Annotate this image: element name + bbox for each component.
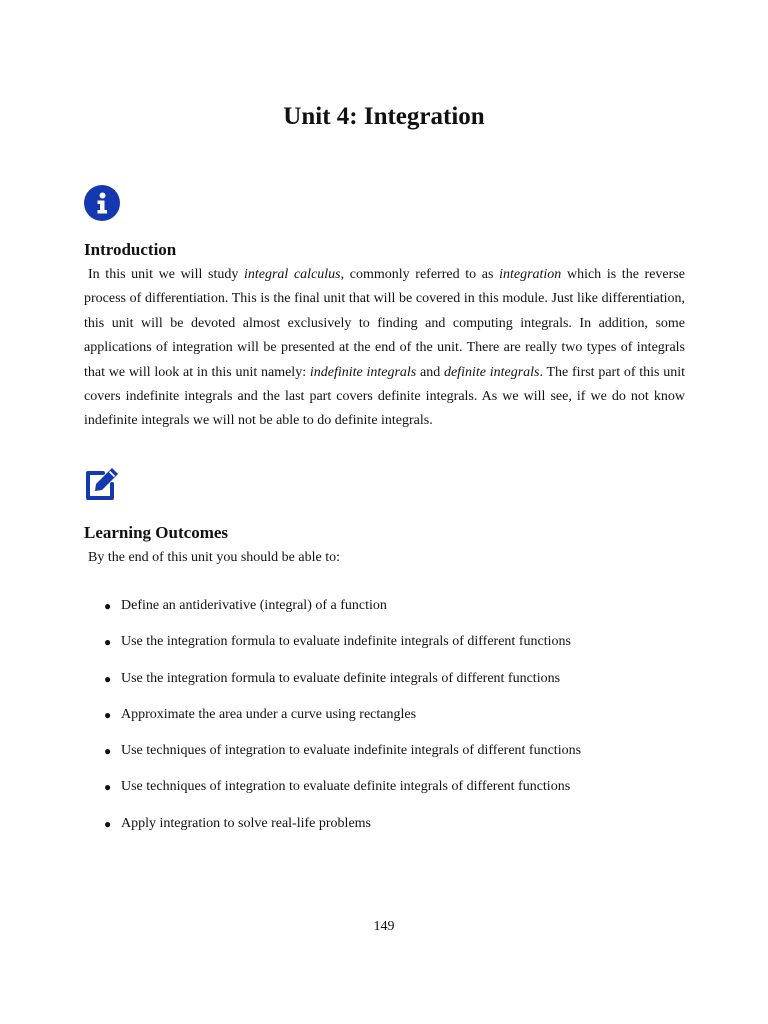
list-item-text: Apply integration to solve real-life problems (121, 815, 371, 831)
intro-emphasis-integral-calculus: integral calculus (243, 267, 341, 282)
list-item-text: Use techniques of integration to evaluate definite integrals of different functions (121, 779, 571, 795)
intro-text-2: , commonly referred to as (340, 267, 500, 282)
bullet-icon: ● (104, 780, 112, 795)
bullet-icon: ● (104, 707, 112, 722)
learning-outcomes-list (104, 594, 704, 848)
intro-emphasis-definite-integrals: definite integrals (443, 364, 540, 380)
bullet-icon: ● (104, 744, 112, 759)
list-item-text: Use the integration formula to evaluate indefinite integrals of different functions (121, 634, 571, 650)
page-title: Unit 4: Integration (283, 103, 485, 130)
intro-emphasis-indefinite-integrals: indefinite integrals (309, 364, 417, 380)
list-item (104, 775, 704, 811)
intro-text-3: which is the reverse process of differentiation. This is the final unit that will be covered in this module. Just like differentiation, this unit will be devoted almost exclusively to finding and computing integrals. In addition, some applications of integration will be presented at the end of the unit. There are really two types of integrals that we will look at in this unit namely: (84, 267, 685, 380)
introduction-paragraph (84, 263, 685, 434)
page-number: 149 (373, 919, 395, 934)
bullet-icon: ● (104, 635, 112, 650)
list-item-text: Use techniques of integration to evaluate indefinite integrals of different functions (121, 743, 582, 759)
intro-text-4: and (416, 364, 444, 380)
list-item-text: Use the integration formula to evaluate definite integrals of different functions (121, 670, 561, 686)
bullet-icon: ● (104, 671, 112, 686)
list-item (104, 667, 704, 703)
learning-outcomes-heading: Learning Outcomes (84, 523, 229, 542)
list-item (104, 703, 704, 739)
list-item (104, 630, 704, 666)
learning-outcomes-lead: By the end of this unit you should be able to: (88, 550, 340, 565)
intro-text-1: In this unit we will study (88, 267, 244, 282)
bullet-icon: ● (104, 599, 112, 613)
list-item (104, 812, 704, 848)
list-item (104, 739, 704, 775)
list-item-text: Approximate the area under a curve using rectangles (121, 706, 417, 722)
intro-text-5: . The first part of this unit covers indefinite integrals and the last part covers definite integrals. As we will see, if we do not know indefinite integrals we will not be able to do definite integrals. (84, 364, 686, 429)
introduction-heading: Introduction (84, 240, 177, 259)
bullet-icon: ● (104, 816, 112, 831)
edit-pencil-icon (83, 465, 121, 503)
info-circle-icon (83, 184, 121, 222)
intro-emphasis-integration: integration (499, 267, 562, 282)
list-item-text: Define an antiderivative (integral) of a function (121, 598, 387, 613)
list-item (104, 594, 704, 630)
